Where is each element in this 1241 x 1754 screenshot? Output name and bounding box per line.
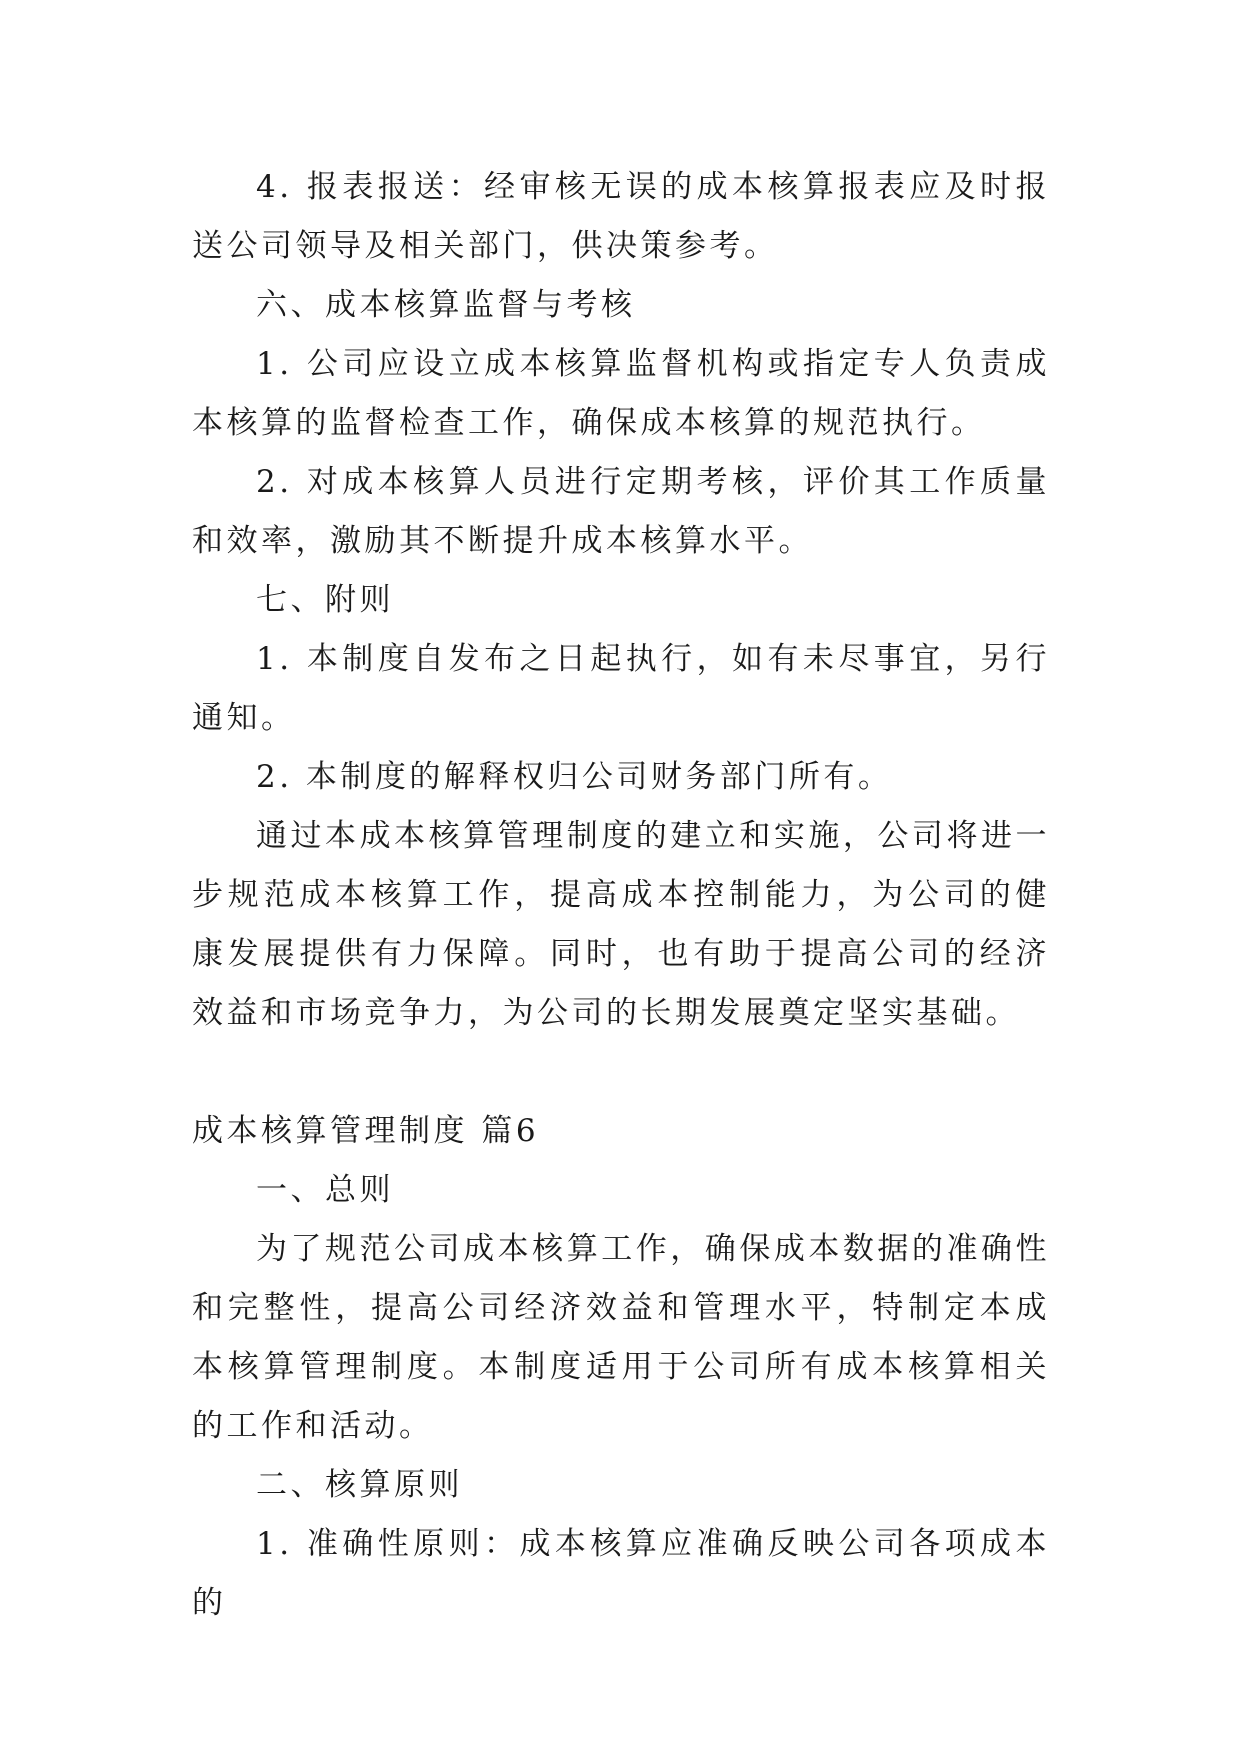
heading-supervision-assessment: 六、成本核算监督与考核 (256, 287, 636, 323)
heading-supplementary-provisions: 七、附则 (256, 582, 394, 618)
paragraph-general-provisions: 为了规范公司成本核算工作，确保成本数据的准确性和完整性，提高公司经济效益和管理水平，特制定本成本核算管理制度。本制度适用于公司所有成本核算相关的工作和活动。 (192, 1231, 1050, 1444)
paragraph-supplementary-2: 2. 本制度的解释权归公司财务部门所有。 (256, 759, 893, 795)
section-spacer (192, 1043, 1050, 1102)
paragraph-supervision-1: 1. 公司应设立成本核算监督机构或指定专人负责成本核算的监督检查工作，确保成本核算的规范执行。 (192, 346, 1050, 441)
paragraph-conclusion: 通过本成本核算管理制度的建立和实施，公司将进一步规范成本核算工作，提高成本控制能力，为公司的健康发展提供有力保障。同时，也有助于提高公司的经济效益和市场竞争力，为公司的长期发展奠定坚实基础。 (192, 818, 1050, 1031)
section-title: 成本核算管理制度 篇6 (192, 1113, 540, 1149)
paragraph-accuracy-principle: 1. 准确性原则：成本核算应准确反映公司各项成本的 (192, 1526, 1050, 1621)
heading-accounting-principles: 二、核算原则 (256, 1467, 463, 1503)
paragraph-supervision-2: 2. 对成本核算人员进行定期考核，评价其工作质量和效率，激励其不断提升成本核算水平。 (192, 464, 1050, 559)
heading-general-provisions: 一、总则 (256, 1172, 394, 1208)
paragraph-supplementary-1: 1. 本制度自发布之日起执行，如有未尽事宜，另行通知。 (192, 641, 1050, 736)
document-body (192, 158, 1050, 1633)
paragraph-report-submission: 4. 报表报送：经审核无误的成本核算报表应及时报送公司领导及相关部门，供决策参考。 (192, 169, 1050, 264)
